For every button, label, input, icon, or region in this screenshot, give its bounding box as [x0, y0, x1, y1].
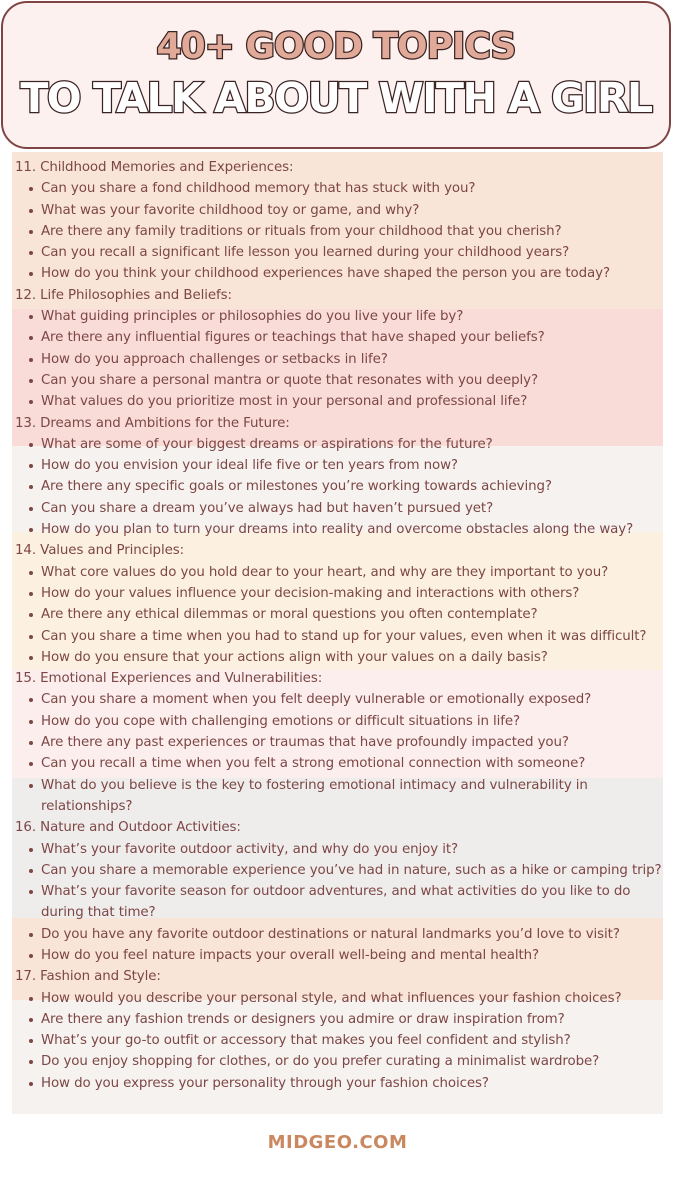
title-line-2: TO TALK ABOUT WITH A GIRL [20, 74, 652, 122]
list-item: What’s your favorite outdoor activity, and why do you enjoy it? [15, 839, 663, 860]
section-title [15, 157, 663, 178]
section-life-philosophies [15, 285, 663, 413]
section-name: Childhood Memories and Experiences: [40, 160, 294, 175]
title-line-1: 40+ GOOD TOPICS [156, 26, 516, 67]
list-item: Are there any past experiences or traumas that have profoundly impacted you? [15, 732, 663, 753]
section-title [15, 817, 663, 838]
section-nature [15, 817, 663, 966]
site-link[interactable]: MIDGEO.COM [267, 1132, 408, 1153]
list-item: How would you describe your personal style, and what influences your fashion choices? [15, 988, 663, 1009]
list-item: What’s your favorite season for outdoor adventures, and what activities do you like to do during that time? [15, 881, 663, 924]
list-item: Are there any influential figures or teachings that have shaped your beliefs? [15, 327, 663, 348]
question-list [15, 562, 663, 668]
list-item: Can you share a memorable experience you’ve had in nature, such as a hike or camping trip? [15, 860, 663, 881]
list-item: Can you recall a time when you felt a strong emotional connection with someone? [15, 753, 663, 774]
question-list [15, 178, 663, 284]
list-item: How do your values influence your decision-making and interactions with others? [15, 583, 663, 604]
section-number: 12. [15, 287, 36, 303]
list-item: Do you enjoy shopping for clothes, or do you prefer curating a minimalist wardrobe? [15, 1051, 663, 1072]
section-number: 11. [15, 160, 36, 175]
list-item: Are there any ethical dilemmas or moral questions you often contemplate? [15, 604, 663, 625]
section-title [15, 413, 663, 434]
section-number: 16. [15, 820, 36, 836]
section-number: 14. [15, 543, 36, 559]
section-dreams [15, 413, 663, 541]
list-item: Can you share a moment when you felt deeply vulnerable or emotionally exposed? [15, 689, 663, 710]
list-item: What was your favorite childhood toy or game, and why? [15, 200, 663, 221]
section-name: Life Philosophies and Beliefs: [40, 287, 232, 303]
list-item: Can you share a time when you had to stand up for your values, even when it was difficult? [15, 626, 663, 647]
list-item: Are there any fashion trends or designers you admire or draw inspiration from? [15, 1009, 663, 1030]
list-item: How do you ensure that your actions align with your values on a daily basis? [15, 647, 663, 668]
list-item: Can you share a personal mantra or quote that resonates with you deeply? [15, 370, 663, 391]
section-title [15, 668, 663, 689]
list-item: Can you recall a significant life lesson you learned during your childhood years? [15, 242, 663, 263]
section-title [15, 966, 663, 987]
list-item: How do you cope with challenging emotions or difficult situations in life? [15, 711, 663, 732]
question-list [15, 689, 663, 817]
list-item: How do you plan to turn your dreams into reality and overcome obstacles along the way? [15, 519, 663, 540]
list-item: How do you envision your ideal life five or ten years from now? [15, 455, 663, 476]
section-number: 13. [15, 415, 36, 431]
list-item: Can you share a dream you’ve always had but haven’t pursued yet? [15, 498, 663, 519]
section-childhood [15, 157, 663, 285]
question-list [15, 434, 663, 540]
list-item: What’s your go-to outfit or accessory that makes you feel confident and stylish? [15, 1030, 663, 1051]
section-emotional [15, 668, 663, 817]
list-item: Are there any family traditions or rituals from your childhood that you cherish? [15, 221, 663, 242]
section-name: Values and Principles: [40, 543, 185, 559]
list-item: Can you share a fond childhood memory that has stuck with you? [15, 178, 663, 199]
section-name: Fashion and Style: [40, 969, 161, 985]
section-values [15, 540, 663, 668]
question-list [15, 306, 663, 412]
section-name: Emotional Experiences and Vulnerabilities: [40, 671, 323, 687]
list-item: Are there any specific goals or milestones you’re working towards achieving? [15, 476, 663, 497]
section-number: 17. [15, 969, 36, 985]
list-item: How do you express your personality through your fashion choices? [15, 1073, 663, 1094]
section-number: 15. [15, 671, 36, 687]
list-item: What do you believe is the key to fostering emotional intimacy and vulnerability in relationships? [15, 775, 663, 818]
topics-list [15, 157, 663, 1094]
section-title [15, 540, 663, 561]
list-item: How do you feel nature impacts your overall well-being and mental health? [15, 945, 663, 966]
section-name: Dreams and Ambitions for the Future: [40, 415, 290, 431]
list-item: What are some of your biggest dreams or aspirations for the future? [15, 434, 663, 455]
question-list [15, 988, 663, 1094]
list-item: What guiding principles or philosophies do you live your life by? [15, 306, 663, 327]
section-fashion [15, 966, 663, 1094]
question-list [15, 839, 663, 967]
list-item: What values do you prioritize most in your personal and professional life? [15, 391, 663, 412]
title-banner [1, 1, 671, 149]
section-name: Nature and Outdoor Activities: [40, 820, 241, 836]
list-item: How do you approach challenges or setbacks in life? [15, 349, 663, 370]
section-title [15, 285, 663, 306]
list-item: What core values do you hold dear to your heart, and why are they important to you? [15, 562, 663, 583]
list-item: Do you have any favorite outdoor destinations or natural landmarks you’d love to visit? [15, 924, 663, 945]
list-item: How do you think your childhood experiences have shaped the person you are today? [15, 263, 663, 284]
